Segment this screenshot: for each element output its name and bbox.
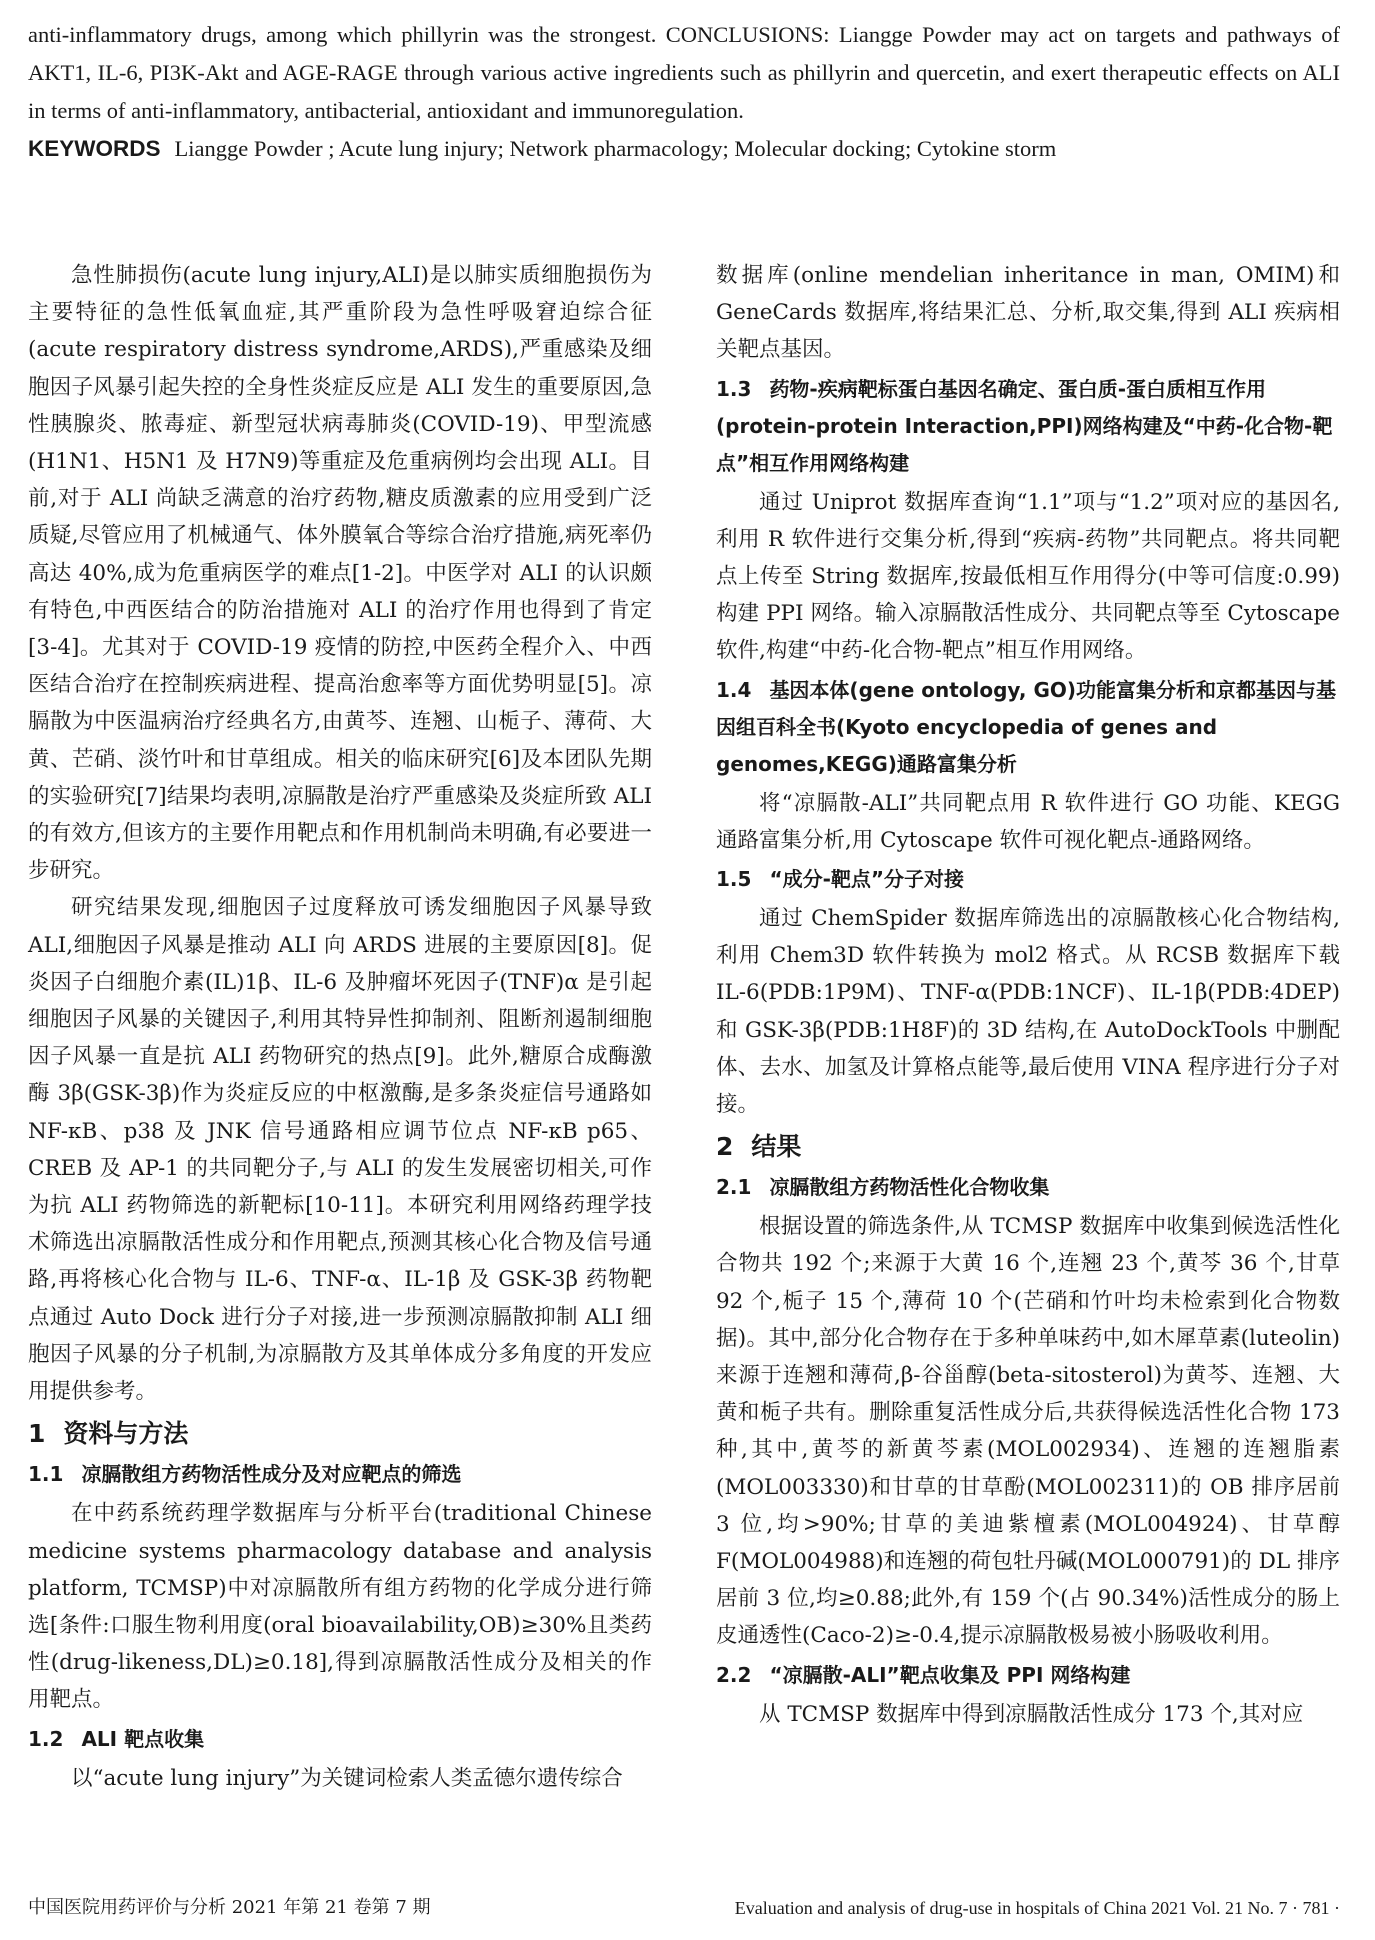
left-column bbox=[28, 257, 652, 1797]
subsection-heading-2-2: 2.2 “凉膈散-ALI”靶点收集及 PPI 网络构建 bbox=[716, 1662, 1131, 1687]
keywords-text: Liangge Powder ; Acute lung injury; Network pharmacology; Molecular docking; Cytokine storm bbox=[174, 136, 1057, 161]
footer-journal-chinese: 中国医院用药评价与分析 2021 年第 21 卷第 7 期 bbox=[28, 1897, 431, 1918]
intro-paragraph-1: 急性肺损伤(acute lung injury,ALI)是以肺实质细胞损伤为主要特征的急性低氧血症,其严重阶段为急性呼吸窘迫综合征(acute respiratory distress syndrome,ARDS),严重感染及细胞因子风暴引起失控的全身性炎症反应是 ALI 发生的重要原因,急性胰腺炎、脓毒症、新型冠状病毒肺炎(COVID-19)、甲型流感(H1N1、H5N1 及 H7N9)等重症及危重病例均会出现 ALI。目前,对于 ALI 尚缺乏满意的治疗药物,糖皮质激素的应用受到广泛质疑,尽管应用了机械通气、体外膜氧合等综合治疗措施,病死率仍高达 40%,成为危重病医学的难点[1-2]。中医学对 ALI 的认识颇有特色,中西医结合的防治措施对 ALI 的治疗作用也得到了肯定[3-4]。尤其对于 COVID-19 疫情的防控,中医药全程介入、中西医结合治疗在控制疾病进程、提高治愈率等方面优势明显[5]。凉膈散为中医温病治疗经典名方,由黄芩、连翘、山栀子、薄荷、大黄、芒硝、淡竹叶和甘草组成。相关的临床研究[6]及本团队先期的实验研究[7]结果均表明,凉膈散是治疗严重感染及炎症所致 ALI 的有效方,但该方的主要作用靶点和作用机制尚未明确,有必要进一步研究。 bbox=[28, 263, 652, 884]
subsection-text-1-4: 将“凉膈散-ALI”共同靶点用 R 软件进行 GO 功能、KEGG 通路富集分析,用 Cytoscape 软件可视化靶点-通路网络。 bbox=[716, 790, 1340, 853]
subsection-heading-2-1: 2.1 凉膈散组方药物活性化合物收集 bbox=[716, 1175, 1050, 1200]
subsection-text-2-2: 从 TCMSP 数据库中得到凉膈散活性成分 173 个,其对应 bbox=[759, 1701, 1304, 1727]
subsection-heading-1-1: 1.1 凉膈散组方药物活性成分及对应靶点的筛选 bbox=[28, 1462, 462, 1487]
footer-journal-english: Evaluation and analysis of drug-use in hospitals of China 2021 Vol. 21 No. 7 · 781 · bbox=[734, 1898, 1340, 1918]
right-column bbox=[716, 257, 1340, 1733]
subsection-text-1-2-continued: 数据库(online mendelian inheritance in man, OMIM)和 GeneCards 数据库,将结果汇总、分析,取交集,得到 ALI 疾病相关靶点基因。 bbox=[716, 263, 1340, 363]
section-heading-1: 1 资料与方法 bbox=[28, 1419, 189, 1449]
subsection-heading-1-2: 1.2 ALI 靶点收集 bbox=[28, 1726, 205, 1751]
subsection-text-1-3: 通过 Uniprot 数据库查询“1.1”项与“1.2”项对应的基因名,利用 R 软件进行交集分析,得到“疾病-药物”共同靶点。将共同靶点上传至 String 数据库,按最低相互作用得分(中等可信度:0.99)构建 PPI 网络。输入凉膈散活性成分、共同靶点等至 Cytoscape 软件,构建“中药-化合物-靶点”相互作用网络。 bbox=[716, 489, 1340, 664]
keywords-line bbox=[28, 130, 1340, 168]
page-footer bbox=[28, 1893, 1340, 1923]
subsection-heading-1-5: 1.5 “成分-靶点”分子对接 bbox=[716, 867, 965, 892]
section-heading-2: 2 结果 bbox=[716, 1132, 802, 1162]
abstract-tail: anti-inflammatory drugs, among which phillyrin was the strongest. CONCLUSIONS: Liangge Powder may act on targets and pathways of AKT1, IL-6, PI3K-Akt and AGE-RAGE through various active ingredients such as phillyrin and quercetin, and exert therapeutic effects on ALI in terms of anti-inflammatory, antibacterial, antioxidant and immunoregulation. bbox=[28, 22, 1340, 123]
subsection-text-2-1: 根据设置的筛选条件,从 TCMSP 数据库中收集到候选活性化合物共 192 个;来源于大黄 16 个,连翘 23 个,黄芩 36 个,甘草 92 个,栀子 15 个,薄荷 10 个(芒硝和竹叶均未检索到化合物数据)。其中,部分化合物存在于多种单味药中,如木犀草素(luteolin)来源于连翘和薄荷,β-谷甾醇(beta-sitosterol)为黄芩、连翘、大黄和栀子共有。删除重复活性成分后,共获得候选活性化合物 173 种,其中,黄芩的新黄芩素(MOL002934)、连翘的连翘脂素(MOL003330)和甘草的甘草酚(MOL002311)的 OB 排序居前 3 位,均>90%;甘草的美迪紫檀素(MOL004924)、甘草醇 F(MOL004988)和连翘的荷包牡丹碱(MOL000791)的 DL 排序居前 3 位,均≥0.88;此外,有 159 个(占 90.34%)活性成分的肠上皮通透性(Caco-2)≥-0.4,提示凉膈散极易被小肠吸收利用。 bbox=[716, 1214, 1340, 1649]
subsection-heading-1-3: 1.3 药物-疾病靶标蛋白基因名确定、蛋白质-蛋白质相互作用(protein-protein Interaction,PPI)网络构建及“中药-化合物-靶点”相互作用网络构建 bbox=[716, 376, 1333, 475]
keywords-label: KEYWORDS bbox=[28, 136, 161, 161]
subsection-heading-1-4: 1.4 基因本体(gene ontology, GO)功能富集分析和京都基因与基因组百科全书(Kyoto encyclopedia of genes and genomes,KEGG)通路富集分析 bbox=[716, 677, 1337, 776]
intro-paragraph-2: 研究结果发现,细胞因子过度释放可诱发细胞因子风暴导致 ALI,细胞因子风暴是推动 ALI 向 ARDS 进展的主要原因[8]。促炎因子白细胞介素(IL)1β、IL-6 及肿瘤坏死因子(TNF)α 是引起细胞因子风暴的关键因子,利用其特异性抑制剂、阻断剂遏制细胞因子风暴一直是抗 ALI 药物研究的热点[9]。此外,糖原合成酶激酶 3β(GSK-3β)作为炎症反应的中枢激酶,是多条炎症信号通路如 NF-κB、p38 及 JNK 信号通路相应调节位点 NF-κB p65、CREB 及 AP-1 的共同靶分子,与 ALI 的发生发展密切相关,可作为抗 ALI 药物筛选的新靶标[10-11]。本研究利用网络药理学技术筛选出凉膈散活性成分和作用靶点,预测其核心化合物及信号通路,再将核心化合物与 IL-6、TNF-α、IL-1β 及 GSK-3β 药物靶点通过 Auto Dock 进行分子对接,进一步预测凉膈散抑制 ALI 细胞因子风暴的分子机制,为凉膈散方及其单体成分多角度的开发应用提供参考。 bbox=[28, 895, 652, 1405]
abstract-section bbox=[28, 16, 1340, 168]
subsection-text-1-1: 在中药系统药理学数据库与分析平台(traditional Chinese medicine systems pharmacology database and analysis platform, TCMSP)中对凉膈散所有组方药物的化学成分进行筛选[条件:口服生物利用度(oral bioavailability,OB)≥30%且类药性(drug-likeness,DL)≥0.18],得到凉膈散活性成分及相关的作用靶点。 bbox=[28, 1501, 652, 1713]
subsection-text-1-5: 通过 ChemSpider 数据库筛选出的凉膈散核心化合物结构,利用 Chem3D 软件转换为 mol2 格式。从 RCSB 数据库下载 IL-6(PDB:1P9M)、TNF-α(PDB:1NCF)、IL-1β(PDB:4DEP)和 GSK-3β(PDB:1H8F)的 3D 结构,在 AutoDockTools 中删配体、去水、加氢及计算格点能等,最后使用 VINA 程序进行分子对接。 bbox=[716, 906, 1340, 1118]
subsection-text-1-2: 以“acute lung injury”为关键词检索人类孟德尔遗传综合 bbox=[71, 1765, 623, 1791]
